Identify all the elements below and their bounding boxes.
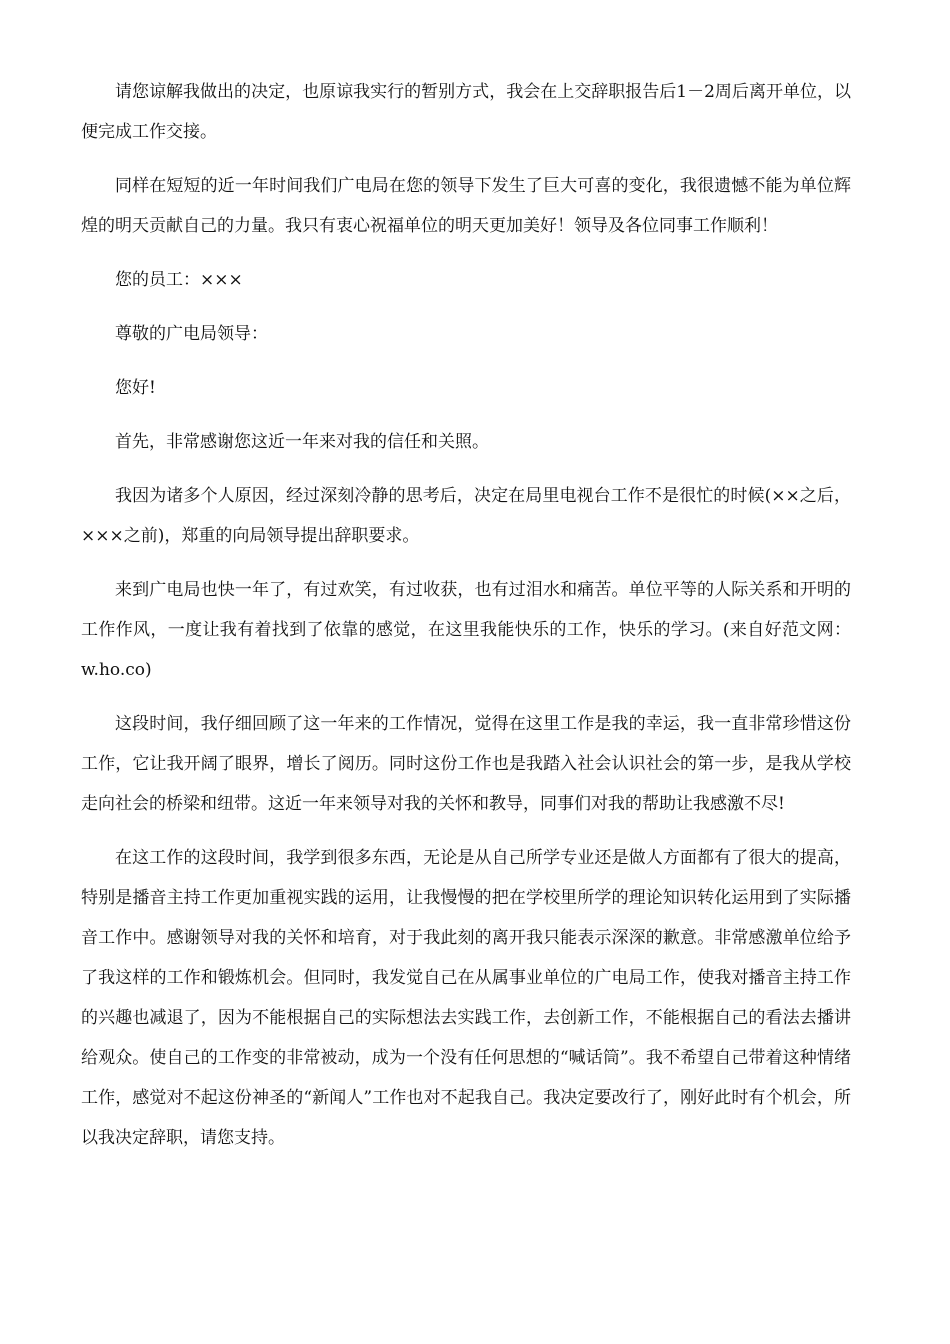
document-body xyxy=(81,72,851,1172)
paragraph-reflection: 这段时间，我仔细回顾了这一年来的工作情况，觉得在这里工作是我的幸运，我一直非常珍惜这份工作，它让我开阔了眼界，增长了阅历。同时这份工作也是我踏入社会认识社会的第一步，是我从学校走向社会的桥梁和纽带。这近一年来领导对我的关怀和教导，同事们对我的帮助让我感激不尽! xyxy=(81,714,851,814)
paragraph-greeting: 您好! xyxy=(115,378,156,398)
paragraph-thanks: 首先，非常感谢您这近一年来对我的信任和关照。 xyxy=(115,432,489,452)
paragraph-resignation-request: 我因为诸多个人原因，经过深刻冷静的思考后，决定在局里电视台工作不是很忙的时候(××之后，×××之前)，郑重的向局领导提出辞职要求。 xyxy=(81,486,851,546)
paragraph-farewell-plan: 请您谅解我做出的决定，也原谅我实行的暂别方式，我会在上交辞职报告后1－2周后离开单位，以便完成工作交接。 xyxy=(81,82,851,142)
paragraph-best-wishes: 同样在短短的近一年时间我们广电局在您的领导下发生了巨大可喜的变化，我很遗憾不能为单位辉煌的明天贡献自己的力量。我只有衷心祝福单位的明天更加美好！领导及各位同事工作顺利！ xyxy=(81,176,851,236)
paragraph-experience: 来到广电局也快一年了，有过欢笑，有过收获，也有过泪水和痛苦。单位平等的人际关系和开明的工作作风，一度让我有着找到了依靠的感觉，在这里我能快乐的工作，快乐的学习。(来自好范文网：w.ho.co) xyxy=(81,580,851,680)
paragraph-reason: 在这工作的这段时间，我学到很多东西，无论是从自己所学专业还是做人方面都有了很大的提高，特别是播音主持工作更加重视实践的运用，让我慢慢的把在学校里所学的理论知识转化运用到了实际播音工作中。感谢领导对我的关怀和培育，对于我此刻的离开我只能表示深深的歉意。非常感激单位给予了我这样的工作和锻炼机会。但同时，我发觉自己在从属事业单位的广电局工作，使我对播音主持工作的兴趣也减退了，因为不能根据自己的实际想法去实践工作，去创新工作，不能根据自己的看法去播讲给观众。使自己的工作变的非常被动，成为一个没有任何思想的“喊话筒”。我不希望自己带着这种情绪工作，感觉对不起这份神圣的“新闻人”工作也对不起我自己。我决定要改行了，刚好此时有个机会，所以我决定辞职，请您支持。 xyxy=(81,848,851,1148)
paragraph-signature: 您的员工：××× xyxy=(115,270,243,290)
paragraph-salutation: 尊敬的广电局领导： xyxy=(115,324,268,344)
